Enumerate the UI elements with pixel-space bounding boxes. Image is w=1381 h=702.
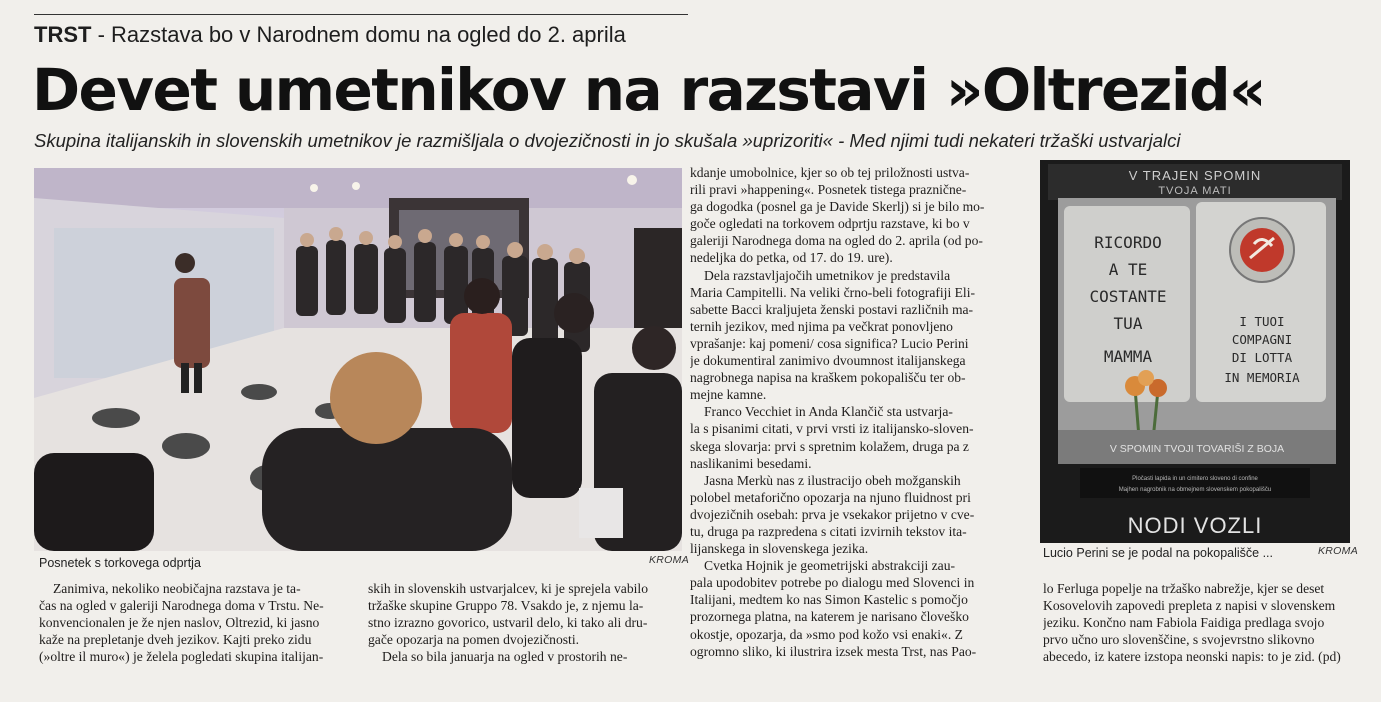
text-line: naslikanimi besedami. xyxy=(690,455,812,471)
text-line: Cvetka Hojnik je geometrijski abstrakciji zau- xyxy=(704,558,956,574)
text-line: kdanje umobolnice, kjer so ob tej priložnosti ustva- xyxy=(690,165,970,180)
text-line: prozornega platna, na katerem je narisano človeško xyxy=(690,609,969,625)
stone-top2-text: TVOJA MATI xyxy=(1158,185,1232,197)
right-page-line-4: IN MEMORIA xyxy=(1224,370,1300,385)
text-line: kaže na prepletanje dveh jezikov. Kajti preko zidu xyxy=(39,632,312,648)
column-1-lines xyxy=(39,580,353,665)
text-line: abecedo, iz katere izstopa neonski napis: to je zid. (pd) xyxy=(1043,649,1341,665)
plaque-line-2: Majhen nagrobnik na obmejnem slovenskem pokopališču xyxy=(1118,487,1272,493)
text-line: prvo učno uro slovenščine, s svojevrstno slikovno xyxy=(1043,632,1315,648)
main-photo-caption: Posnetek s torkovega odprtja xyxy=(39,556,201,570)
text-line: Kosovelovih zapovedi prepleta z napisi v slovenskem xyxy=(1043,598,1336,614)
text-line: Maria Campitelli. Na veliki črno-beli fotografiji Eli- xyxy=(690,284,976,300)
right-page-line-3: DI LOTTA xyxy=(1231,350,1293,365)
left-page-line-2: A TE xyxy=(1108,260,1148,279)
text-line: lijanskega in slovenskega jezika. xyxy=(690,541,869,557)
column-4-lines xyxy=(1043,580,1359,665)
text-line: skih in slovenskih ustvarjalcev, ki je sprejela vabilo xyxy=(368,581,648,596)
text-line: rili pravi »happening«. Posnetek tistega praznične- xyxy=(690,182,967,198)
column-2-lines xyxy=(368,580,682,665)
text-line: stno izrazno govorico, ustvaril delo, ki tako ali dru- xyxy=(368,615,648,631)
article-column-2 xyxy=(368,580,682,665)
text-line: mejne kamne. xyxy=(690,387,767,403)
text-line: la s pisanimi citati, v prvi vrsti iz italijansko-sloven- xyxy=(690,421,974,437)
article-column-4 xyxy=(1043,580,1359,665)
text-line: skega slovarja: prvi s spretnim kolažem, druga pa z xyxy=(690,438,969,454)
gallery-opening-photo xyxy=(34,168,682,551)
kicker-text: - Razstava bo v Narodnem domu na ogled do 2. aprila xyxy=(91,22,626,47)
left-page-line-1: RICORDO xyxy=(1094,233,1162,252)
text-line: sabette Bacci kraljujeta ženski postavi različnih ma- xyxy=(690,301,974,317)
text-line: ternih jezikov, med njima pa večkrat ponovljeno xyxy=(690,318,953,334)
text-line: nedeljka do petka, od 17. do 19. ure). xyxy=(690,250,893,266)
right-page-line-2: COMPAGNI xyxy=(1231,332,1293,347)
left-page-line-4: TUA xyxy=(1113,314,1143,333)
text-line: lo Ferluga popelje na tržaško nabrežje, kjer se deset xyxy=(1043,581,1325,596)
text-line: (»oltre il muro«) je želela pogledati skupina italijan- xyxy=(39,649,324,665)
text-line: ogromno sliko, ki ilustrira izsek mesta Trst, nas Pao- xyxy=(690,643,977,659)
text-line: tu, druga pa razpredena s citati izvirnih tekstov ita- xyxy=(690,523,967,539)
text-line: tržaške skupine Gruppo 78. Vsakdo je, z njemu la- xyxy=(368,598,644,614)
column-3-lines xyxy=(690,164,1020,660)
text-line: Zanimiva, nekoliko neobičajna razstava je ta- xyxy=(53,581,301,596)
text-line: Franco Vecchiet in Anda Klančič sta ustvarja- xyxy=(704,404,953,420)
gravestone-illustration xyxy=(1040,160,1350,543)
hammer-sickle-emblem xyxy=(1240,228,1284,272)
kicker xyxy=(34,22,626,48)
subhead: Skupina italijanskih in slovenskih umetnikov je razmišljala o dvojezičnosti in jo skušala »uprizoriti« - Med njimi tudi nekateri tržaški ustvarjalci xyxy=(34,130,1181,151)
article-column-1 xyxy=(39,580,353,665)
text-line: konvencionalen je že njen naslov, Oltrezid, ki jasno xyxy=(39,615,320,631)
kicker-place: TRST xyxy=(34,22,92,47)
left-page-line-5: MAMMA xyxy=(1103,347,1153,366)
text-line: goče ogledati na torkovem odprtju razstave, ki bo v xyxy=(690,216,970,232)
gallery-scene-illustration xyxy=(34,168,682,551)
sign-text: NODI VOZLI xyxy=(1127,513,1263,538)
text-line: gače opozarja na pomen dvojezičnosti. xyxy=(368,632,579,648)
top-rule xyxy=(34,14,688,15)
stone-bottom-text: V SPOMIN TVOJI TOVARIŠI Z BOJA xyxy=(1109,443,1285,455)
stone-top-text: V TRAJEN SPOMIN xyxy=(1128,168,1262,183)
plaque-line-1: Pločasti lapida in un cimitero sloveno di confine xyxy=(1132,476,1258,482)
text-line: Italijani, medtem ko nas Simon Kastelic s pomočjo xyxy=(690,592,968,608)
text-line: dvojezičnih osebah: prva je vsekakor prijetno v cve- xyxy=(690,506,975,522)
right-page-line-1: I TUOI xyxy=(1239,314,1285,329)
text-line: galeriji Narodnega doma na ogled do 2. aprila (od po- xyxy=(690,233,983,249)
text-line: okostje, opozarja, da »smo pod kožo vsi enaki«. Z xyxy=(690,626,963,642)
text-line: vprašanje: kaj pomeni/ cosa significa? Lucio Perini xyxy=(690,335,969,351)
gravestone-photo xyxy=(1040,160,1350,543)
headline: Devet umetnikov na razstavi »Oltrezid« xyxy=(32,56,1265,124)
left-page-line-3: COSTANTE xyxy=(1089,287,1167,306)
main-photo-credit: KROMA xyxy=(649,554,690,566)
grave-photo-caption: Lucio Perini se je podal na pokopališče ... xyxy=(1043,546,1274,560)
text-line: Dela razstavljajočih umetnikov je predstavila xyxy=(704,267,951,283)
text-line: polobel metaforično opozarja na njuno fluidnost pri xyxy=(690,489,971,505)
grave-photo-credit: KROMA xyxy=(1318,545,1359,557)
text-line: jeziku. Končno nam Fabiola Faidiga predlaga svojo xyxy=(1043,615,1325,631)
text-line: je dokumentiral zanimivo dvoumnost italijanskega xyxy=(690,353,966,369)
article-column-3 xyxy=(690,164,1020,660)
text-line: nagrobnega napisa na kraškem pokopališču ter ob- xyxy=(690,370,966,386)
text-line: ga dogodka (posnel ga je Davide Skerlj) si je bilo mo- xyxy=(690,199,985,215)
text-line: pala upodobitev potrebe po dialogu med Slovenci in xyxy=(690,575,975,591)
text-line: Dela so bila januarja na ogled v prostorih ne- xyxy=(382,649,628,665)
text-line: Jasna Merkù nas z ilustracijo obeh možganskih xyxy=(704,472,961,488)
text-line: čas na ogled v galeriji Narodnega doma v Trstu. Ne- xyxy=(39,598,324,614)
